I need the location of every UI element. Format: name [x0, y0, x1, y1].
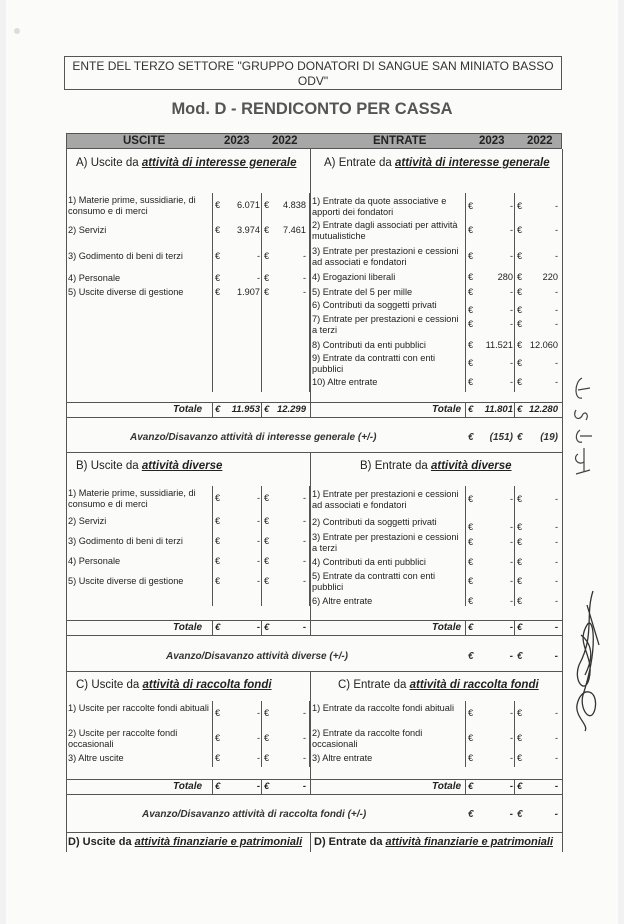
- sectionA-in-row-value-2022: 220: [542, 272, 558, 282]
- sectionA-out-row-eur-2023: €: [215, 287, 221, 297]
- sectionC-out-total-2022: -: [302, 781, 306, 792]
- sectionA-bottom-line: [66, 452, 562, 453]
- sectionD-out-title-part: attività finanziarie e patrimoniali: [134, 836, 303, 848]
- sectionB-in-row-eur-2022: €: [517, 494, 523, 504]
- sectionA-in-row-value-2023: -: [509, 319, 513, 329]
- sectionB-in-row-value-2022: -: [554, 576, 558, 586]
- sectionA-in-row-value-2022: -: [554, 225, 558, 235]
- sectionC-middle-divider: [310, 671, 311, 794]
- sectionB-in-row-label: 4) Contributi da enti pubblici: [312, 557, 426, 567]
- punch-hole: [14, 28, 20, 34]
- signature-foci-sel: [568, 370, 598, 490]
- sectionB-in-col-0: [465, 486, 466, 606]
- sectionA-in-total-eur-2022: €: [517, 404, 523, 415]
- sectionA-in-row-value-2023: -: [509, 287, 513, 297]
- sectionA-out-title-emph: attività di interesse generale: [141, 157, 297, 169]
- sectionA-out-row-label: 3) Godimento di beni di terzi: [68, 251, 183, 261]
- sectionA-in-row-eur-2022: €: [517, 225, 523, 235]
- sectionA-in-row-eur-2022: €: [517, 340, 523, 350]
- sectionA-in-total-2022: 12.280: [528, 404, 558, 415]
- sectionA-out-row-label: 4) Personale: [68, 273, 121, 283]
- sectionB-in-row-value-2023: -: [509, 494, 513, 504]
- sectionC-in-row-value-2022: -: [554, 708, 558, 718]
- sectionD-out-title: [68, 836, 302, 848]
- sectionB-in-row-value-2023: -: [509, 596, 513, 606]
- sectionB-out-total-2022: -: [302, 622, 306, 633]
- sectionB-in-row-eur-2023: €: [468, 537, 474, 547]
- sectionC-out-row-value-2022: -: [302, 708, 306, 718]
- sectionB-in-row-eur-2023: €: [468, 494, 474, 504]
- sectionD-in-title: [314, 836, 553, 848]
- sectionB-out-row-value-2023: -: [256, 556, 260, 566]
- sectionB-in-row-label: 2) Contributi da soggetti privati: [312, 517, 437, 527]
- sectionC-in-total-label: Totale: [432, 781, 462, 792]
- sectionB-in-row-label: 1) Entrate per prestazioni e cessioni ad associati e fondatori: [312, 489, 459, 510]
- sectionC-in-row-value-2022: -: [554, 733, 558, 743]
- sectionC-out-col-0: [212, 701, 213, 767]
- signature-scribble: [565, 585, 605, 735]
- sectionA-out-row-eur-2023: €: [215, 251, 221, 261]
- sectionA-in-row-label: 5) Entrate del 5 per mille: [312, 287, 413, 297]
- sectionB-total-col-3: [514, 620, 515, 635]
- sectionB-out-title: [76, 460, 222, 472]
- sectionB-in-row-value-2023: -: [509, 522, 513, 532]
- sectionC-out-total-label: Totale: [173, 781, 203, 792]
- sectionB-in-row-eur-2023: €: [468, 576, 474, 586]
- sectionA-in-row-value-2022: -: [554, 377, 558, 387]
- sectionA-in-col-1: [514, 193, 515, 392]
- sectionA-in-row-value-2023: -: [509, 251, 513, 261]
- sectionB-in-title: [360, 460, 512, 472]
- sectionA-out-row-value-2023: -: [256, 251, 260, 261]
- sectionC-out-total-2023: -: [256, 781, 260, 792]
- sectionB-out-row-label: 5) Uscite diverse di gestione: [68, 576, 184, 586]
- sectionD-out-title-part: D) Uscite da: [68, 836, 135, 848]
- sectionB-out-col-1: [261, 486, 262, 606]
- sectionB-out-total-eur-2022: €: [264, 622, 270, 633]
- sectionB-out-row-label: 3) Godimento di beni di terzi: [68, 536, 183, 546]
- sectionC-in-row-eur-2023: €: [468, 753, 474, 763]
- sectionD-in-title-part: D) Entrate da: [314, 836, 386, 848]
- sectionC-total-col-1: [261, 779, 262, 794]
- sectionA-in-row-value-2023: -: [509, 201, 513, 211]
- sectionA-out-row-eur-2023: €: [215, 225, 221, 235]
- sectionA-out-row-value-2023: 3.974: [237, 225, 260, 235]
- sectionB-out-total-2023: -: [256, 622, 260, 633]
- sectionC-out-row-eur-2023: €: [215, 753, 221, 763]
- sectionB-out-row-label: 4) Personale: [68, 556, 121, 566]
- sectionC-in-row-eur-2022: €: [517, 753, 523, 763]
- sectionA-middle-divider: [310, 149, 311, 417]
- sectionB-out-row-eur-2022: €: [264, 516, 270, 526]
- sectionA-total-col-0: [212, 402, 213, 417]
- sectionB-in-row-eur-2022: €: [517, 557, 523, 567]
- sectionB-in-col-1: [514, 486, 515, 606]
- sectionB-in-row-eur-2023: €: [468, 557, 474, 567]
- sectionA-in-row-eur-2022: €: [517, 201, 523, 211]
- sectionC-out-row-eur-2022: €: [264, 708, 270, 718]
- sectionA-in-row-eur-2023: €: [468, 201, 474, 211]
- sectionB-out-row-value-2023: -: [256, 576, 260, 586]
- sectionB-out-row-value-2023: -: [256, 536, 260, 546]
- sectionA-in-row-eur-2022: €: [517, 358, 523, 368]
- header-year-2023-out: 2023: [224, 135, 250, 147]
- sectionA-out-row-eur-2022: €: [264, 273, 270, 283]
- sectionC-out-row-eur-2023: €: [215, 733, 221, 743]
- sectionA-in-row-eur-2023: €: [468, 377, 474, 387]
- sectionA-in-row-label: 4) Erogazioni liberali: [312, 272, 396, 282]
- sectionA-in-row-value-2022: -: [554, 358, 558, 368]
- sectionA-out-row-eur-2022: €: [264, 200, 270, 210]
- sectionC-in-row-value-2022: -: [554, 753, 558, 763]
- sectionA-in-row-label: 2) Entrate dagli associati per attività mutualistiche: [312, 220, 458, 241]
- sectionC-in-row-eur-2023: €: [468, 733, 474, 743]
- sectionC-in-row-eur-2023: €: [468, 708, 474, 718]
- sectionB-out-row-value-2023: -: [256, 493, 260, 503]
- sectionA-out-row-eur-2023: €: [215, 200, 221, 210]
- sectionB-out-row-label: 2) Servizi: [68, 516, 107, 526]
- sectionB-out-row-eur-2023: €: [215, 556, 221, 566]
- sectionB-in-row-value-2023: -: [509, 537, 513, 547]
- sectionC-out-row-eur-2022: €: [264, 733, 270, 743]
- sectionC-out-row-value-2023: -: [256, 708, 260, 718]
- sectionA-balance-2022: (19): [540, 432, 558, 443]
- sectionA-in-row-eur-2023: €: [468, 225, 474, 235]
- header-year-2022-in: 2022: [527, 135, 553, 147]
- sectionC-total-col-0: [212, 779, 213, 794]
- sectionC-out-total-eur-2023: €: [215, 781, 221, 792]
- sectionB-in-row-eur-2023: €: [468, 596, 474, 606]
- sectionA-in-col-0: [465, 193, 466, 392]
- sectionB-out-row-value-2022: -: [302, 556, 306, 566]
- sectionB-out-row-value-2022: -: [302, 516, 306, 526]
- header-entrate: ENTRATE: [373, 135, 427, 147]
- sectionA-in-row-value-2023: -: [509, 225, 513, 235]
- sectionB-total-col-0: [212, 620, 213, 635]
- sectionA-balance-label: Avanzo/Disavanzo attività di interesse generale (+/-): [130, 432, 377, 443]
- sectionC-out-row-label: 1) Uscite per raccolte fondi abituali: [68, 703, 209, 713]
- sectionB-in-row-value-2022: -: [554, 557, 558, 567]
- header-uscite: USCITE: [123, 135, 166, 147]
- sectionC-out-total-eur-2022: €: [264, 781, 270, 792]
- sectionB-out-row-eur-2023: €: [215, 493, 221, 503]
- sectionC-in-row-eur-2022: €: [517, 708, 523, 718]
- sectionC-in-col-0: [465, 701, 466, 767]
- sectionA-in-row-label: 6) Contributi da soggetti privati: [312, 300, 437, 310]
- sectionB-right-border: [562, 452, 563, 671]
- sectionB-out-row-eur-2022: €: [264, 493, 270, 503]
- sectionC-total-col-3: [514, 779, 515, 794]
- sectionA-out-row-value-2023: 1.907: [237, 287, 260, 297]
- sectionB-in-row-label: 6) Altre entrate: [312, 596, 373, 606]
- sectionC-out-row-eur-2023: €: [215, 708, 221, 718]
- sectionB-out-title-emph: attività diverse: [141, 460, 223, 472]
- sectionC-in-row-value-2023: -: [509, 708, 513, 718]
- sectionB-in-row-value-2022: -: [554, 537, 558, 547]
- sectionA-out-row-value-2022: -: [302, 287, 306, 297]
- sectionB-total-bottom-line: [66, 635, 562, 636]
- sectionC-balance-eur-2023: €: [468, 809, 474, 820]
- sectionA-in-row-value-2022: -: [554, 287, 558, 297]
- sectionC-out-row-value-2023: -: [256, 753, 260, 763]
- sectionA-in-row-label: 9) Entrate da contratti con enti pubblici: [312, 353, 436, 374]
- sectionB-out-col-0: [212, 486, 213, 606]
- sectionA-in-row-value-2023: -: [509, 305, 513, 315]
- sectionB-balance-label: Avanzo/Disavanzo attività diverse (+/-): [166, 651, 349, 662]
- sectionC-balance-label: Avanzo/Disavanzo attività di raccolta fondi (+/-): [142, 809, 367, 820]
- sectionC-total-top-line: [66, 779, 562, 780]
- sectionA-in-total-2023: 11.801: [484, 404, 513, 415]
- sectionC-in-col-1: [514, 701, 515, 767]
- sectionA-in-row-eur-2022: €: [517, 319, 523, 329]
- sectionB-in-title-prefix: B) Entrate da: [360, 460, 431, 472]
- sectionA-out-total-eur-2023: €: [215, 404, 221, 415]
- sectionB-in-row-eur-2022: €: [517, 537, 523, 547]
- sectionA-out-row-eur-2022: €: [264, 251, 270, 261]
- sectionB-out-row-label: 1) Materie prime, sussidiarie, di consumo e di merci: [68, 488, 196, 509]
- sectionC-out-row-value-2022: -: [302, 753, 306, 763]
- sectionC-in-title: [338, 679, 539, 691]
- sectionC-in-total-2023: -: [509, 781, 513, 792]
- sectionA-in-row-eur-2022: €: [517, 377, 523, 387]
- sectionB-balance-eur-2022: €: [517, 651, 523, 662]
- sectionB-in-row-eur-2022: €: [517, 522, 523, 532]
- sectionB-out-row-value-2022: -: [302, 536, 306, 546]
- sectionA-in-row-eur-2023: €: [468, 251, 474, 261]
- page-title: Mod. D - RENDICONTO PER CASSA: [171, 100, 453, 118]
- entity-name-line1: ENTE DEL TERZO SETTORE "GRUPPO DONATORI DI SANGUE SAN MINIATO BASSO: [72, 59, 554, 73]
- sectionC-left-border: [66, 671, 67, 832]
- sectionB-in-row-value-2023: -: [509, 576, 513, 586]
- sectionD-right-border: [562, 832, 563, 852]
- sectionA-out-row-eur-2022: €: [264, 287, 270, 297]
- sectionB-in-row-value-2023: -: [509, 557, 513, 567]
- sectionB-in-row-eur-2022: €: [517, 576, 523, 586]
- sectionB-out-row-value-2022: -: [302, 576, 306, 586]
- sectionB-out-row-eur-2023: €: [215, 576, 221, 586]
- sectionA-balance-eur-2023: €: [468, 432, 474, 443]
- sectionA-in-row-eur-2022: €: [517, 287, 523, 297]
- sectionC-in-total-eur-2023: €: [468, 781, 474, 792]
- sectionA-out-total-2022: 12.299: [276, 404, 306, 415]
- sectionA-in-row-value-2022: -: [554, 319, 558, 329]
- sectionB-in-total-label: Totale: [432, 622, 462, 633]
- sectionA-in-row-value-2022: 12.060: [529, 340, 558, 350]
- sectionC-out-title-emph: attività di raccolta fondi: [142, 679, 272, 691]
- sectionA-in-row-label: 7) Entrate per prestazioni e cessioni a terzi: [312, 314, 459, 335]
- sectionA-in-row-eur-2023: €: [468, 340, 474, 350]
- sectionA-in-row-label: 3) Entrate per prestazioni e cessioni ad associati e fondatori: [312, 246, 459, 267]
- sectionA-out-total-label: Totale: [173, 404, 203, 415]
- sectionC-right-border: [562, 671, 563, 832]
- sectionA-in-row-value-2022: -: [554, 305, 558, 315]
- sectionC-out-title: [76, 679, 272, 691]
- sectionB-in-total-2023: -: [509, 622, 513, 633]
- sectionA-out-row-eur-2022: €: [264, 225, 270, 235]
- sectionA-in-row-value-2023: -: [509, 358, 513, 368]
- sectionB-out-total-eur-2023: €: [215, 622, 221, 633]
- sectionA-out-row-eur-2023: €: [215, 273, 221, 283]
- sectionA-out-row-value-2022: 7.461: [283, 225, 306, 235]
- sectionA-in-row-label: 8) Contributi da enti pubblici: [312, 340, 426, 350]
- sectionB-out-row-eur-2022: €: [264, 536, 270, 546]
- sectionB-in-row-eur-2023: €: [468, 522, 474, 532]
- sectionA-balance-eur-2022: €: [517, 432, 523, 443]
- sectionC-out-row-value-2022: -: [302, 733, 306, 743]
- header-year-2023-in: 2023: [479, 135, 505, 147]
- sectionA-in-row-eur-2023: €: [468, 272, 474, 282]
- sectionB-in-row-value-2022: -: [554, 596, 558, 606]
- sectionC-in-row-value-2023: -: [509, 753, 513, 763]
- sectionA-out-row-label: 5) Uscite diverse di gestione: [68, 287, 184, 297]
- sectionA-balance-2023: (151): [489, 432, 513, 443]
- sectionA-out-col-1: [261, 193, 262, 392]
- sectionB-out-title-prefix: B) Uscite da: [76, 460, 142, 472]
- sectionB-in-row-value-2022: -: [554, 494, 558, 504]
- sectionA-in-row-label: 10) Altre entrate: [312, 377, 378, 387]
- entity-name-line2: ODV": [297, 74, 329, 88]
- entity-header-box: [64, 56, 562, 90]
- sectionB-in-total-eur-2023: €: [468, 622, 474, 633]
- sectionC-total-col-2: [465, 779, 466, 794]
- sectionB-out-row-eur-2022: €: [264, 576, 270, 586]
- sectionC-in-title-emph: attività di raccolta fondi: [409, 679, 539, 691]
- table-header: [66, 133, 562, 149]
- sectionB-bottom-line: [66, 671, 562, 672]
- sectionA-total-col-2: [465, 402, 466, 417]
- sectionA-total-col-3: [514, 402, 515, 417]
- sectionA-in-row-eur-2023: €: [468, 358, 474, 368]
- header-year-2022-out: 2022: [272, 135, 298, 147]
- sectionC-out-title-prefix: C) Uscite da: [76, 679, 143, 691]
- sectionC-total-bottom-line: [66, 794, 562, 795]
- sectionA-total-top-line: [66, 402, 562, 403]
- sectionA-in-total-label: Totale: [432, 404, 462, 415]
- sectionD-in-title-part: attività finanziarie e patrimoniali: [385, 836, 554, 848]
- sectionC-in-row-label: 1) Entrate da raccolte fondi abituali: [312, 703, 454, 713]
- sectionB-in-row-label: 3) Entrate per prestazioni e cessioni a terzi: [312, 532, 459, 553]
- sectionC-out-col-2: [309, 701, 310, 767]
- sectionA-out-title: [76, 157, 297, 169]
- sectionA-in-row-value-2023: -: [509, 377, 513, 387]
- sectionA-out-row-value-2022: -: [302, 251, 306, 261]
- sectionA-in-total-eur-2023: €: [468, 404, 474, 415]
- sectionA-right-border: [562, 149, 563, 452]
- sectionA-out-col-0: [212, 193, 213, 392]
- sectionB-out-row-eur-2023: €: [215, 516, 221, 526]
- sectionD-left-border: [66, 832, 67, 852]
- sectionB-total-top-line: [66, 620, 562, 621]
- sectionA-in-row-eur-2022: €: [517, 305, 523, 315]
- sectionA-in-row-eur-2023: €: [468, 305, 474, 315]
- sectionA-out-title-prefix: A) Uscite da: [76, 157, 142, 169]
- sectionC-balance-eur-2022: €: [517, 809, 523, 820]
- sectionC-out-col-1: [261, 701, 262, 767]
- sectionB-in-row-eur-2022: €: [517, 596, 523, 606]
- sectionA-total-bottom-line: [66, 417, 562, 418]
- sectionA-in-title: [324, 157, 550, 169]
- sectionC-in-row-label: 3) Altre entrate: [312, 753, 373, 763]
- sectionA-out-col-2: [309, 193, 310, 392]
- sectionB-in-title-emph: attività diverse: [430, 460, 512, 472]
- sectionA-in-row-label: 1) Entrate da quote associative e apporti dei fondatori: [312, 196, 447, 217]
- sectionA-out-total-2023: 11.953: [231, 404, 260, 415]
- sectionB-out-row-value-2022: -: [302, 493, 306, 503]
- sectionB-total-col-1: [261, 620, 262, 635]
- sectionB-balance-eur-2023: €: [468, 651, 474, 662]
- sectionC-in-total-eur-2022: €: [517, 781, 523, 792]
- sectionA-out-row-value-2023: 6.071: [237, 200, 260, 210]
- sectionB-out-total-label: Totale: [173, 622, 203, 633]
- sectionD-middle-divider: [310, 832, 311, 852]
- sectionB-out-row-value-2023: -: [256, 516, 260, 526]
- sectionA-left-border: [66, 149, 67, 452]
- sectionC-balance-2023: -: [509, 809, 513, 820]
- sectionB-in-row-value-2022: -: [554, 522, 558, 532]
- sectionA-out-row-label: 1) Materie prime, sussidiarie, di consumo e di merci: [68, 195, 196, 216]
- sectionA-in-title-prefix: A) Entrate da: [324, 157, 395, 169]
- sectionA-in-title-emph: attività di interesse generale: [394, 157, 550, 169]
- sectionA-in-row-value-2022: -: [554, 201, 558, 211]
- sectionC-in-title-prefix: C) Entrate da: [338, 679, 410, 691]
- sectionA-in-row-eur-2023: €: [468, 287, 474, 297]
- sectionA-out-total-eur-2022: €: [264, 404, 270, 415]
- sectionB-in-total-2022: -: [554, 622, 558, 633]
- sectionA-out-row-value-2022: 4.838: [283, 200, 306, 210]
- sectionC-in-row-eur-2022: €: [517, 733, 523, 743]
- sectionB-in-total-eur-2022: €: [517, 622, 523, 633]
- sectionA-out-row-value-2023: -: [256, 273, 260, 283]
- sectionA-out-row-label: 2) Servizi: [68, 225, 107, 235]
- sectionA-total-col-1: [261, 402, 262, 417]
- sectionC-in-row-value-2023: -: [509, 733, 513, 743]
- sectionC-out-row-eur-2022: €: [264, 753, 270, 763]
- sectionB-out-row-eur-2022: €: [264, 556, 270, 566]
- sectionB-balance-2023: -: [509, 651, 513, 662]
- sectionA-out-row-value-2022: -: [302, 273, 306, 283]
- sectionA-in-row-value-2022: -: [554, 251, 558, 261]
- sectionC-in-total-2022: -: [554, 781, 558, 792]
- sectionC-balance-2022: -: [554, 809, 558, 820]
- sectionB-balance-2022: -: [554, 651, 558, 662]
- sectionA-in-row-eur-2022: €: [517, 272, 523, 282]
- sectionA-in-row-value-2023: 280: [497, 272, 513, 282]
- sectionA-in-row-eur-2023: €: [468, 319, 474, 329]
- sectionA-in-row-value-2023: 11.521: [485, 340, 513, 350]
- sectionC-out-row-label: 2) Uscite per raccolte fondi occasionali: [68, 728, 178, 749]
- sectionC-out-row-label: 3) Altre uscite: [68, 753, 124, 763]
- sectionC-bottom-line: [66, 832, 562, 833]
- sectionB-total-col-2: [465, 620, 466, 635]
- sectionB-left-border: [66, 452, 67, 671]
- sectionB-in-row-label: 5) Entrate da contratti con enti pubblici: [312, 571, 436, 592]
- sectionC-in-row-label: 2) Entrate da raccolte fondi occasionali: [312, 728, 423, 749]
- sectionB-out-row-eur-2023: €: [215, 536, 221, 546]
- sectionB-out-col-2: [309, 486, 310, 606]
- sectionB-middle-divider: [310, 452, 311, 635]
- sectionC-out-row-value-2023: -: [256, 733, 260, 743]
- sectionA-in-row-eur-2022: €: [517, 251, 523, 261]
